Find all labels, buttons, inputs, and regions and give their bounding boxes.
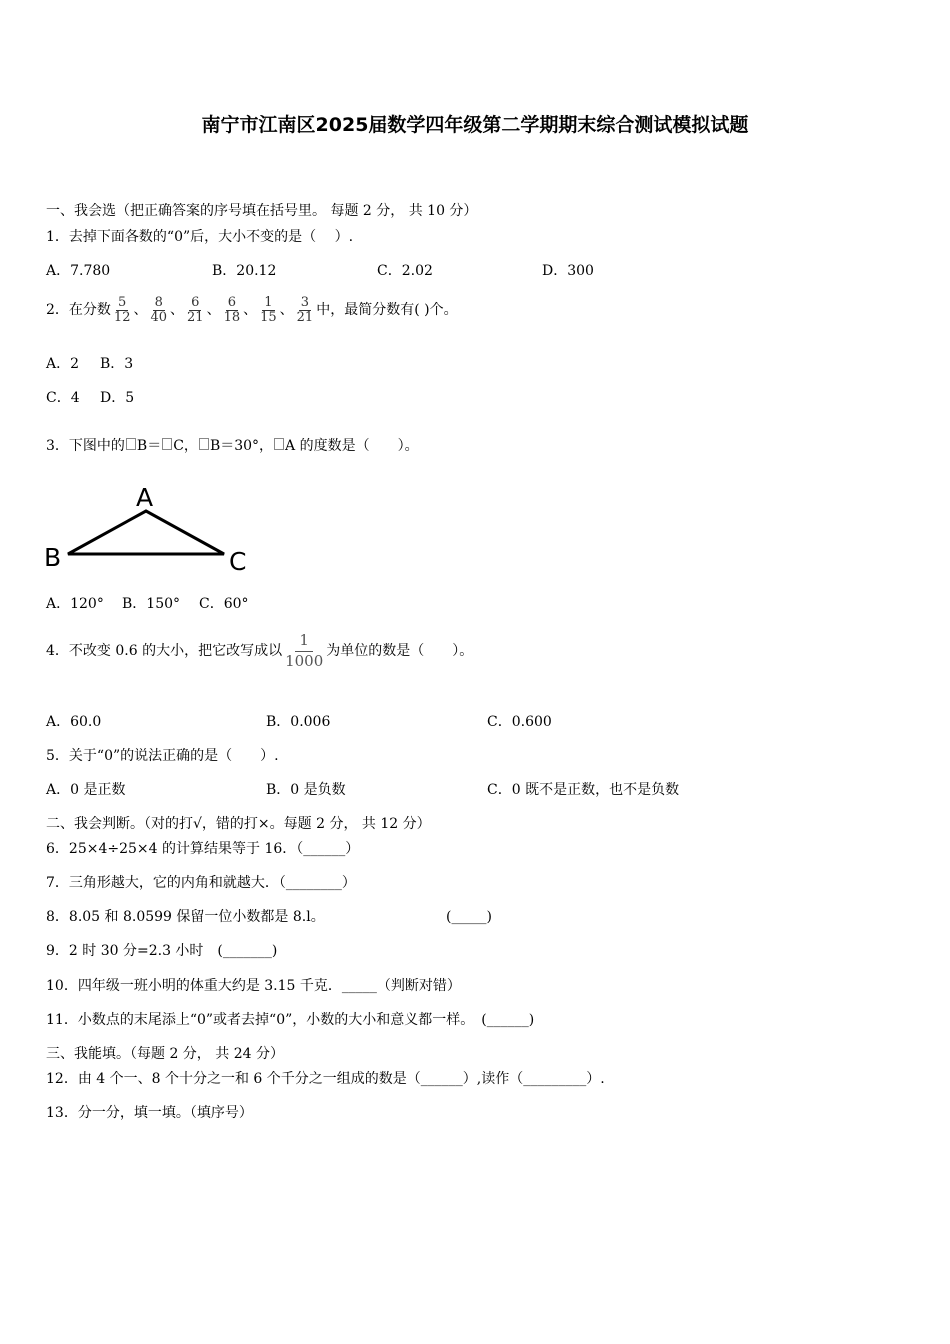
q2-separator: 、: [243, 301, 258, 318]
question-5-stem: 5．关于“0”的说法正确的是（ ）.: [46, 748, 279, 764]
vertex-label-c: C: [229, 547, 247, 576]
question-2-stem: [46, 290, 458, 330]
question-11: 11．小数点的末尾添上“0”或者去掉“0”，小数的大小和意义都一样。 (______): [46, 1012, 535, 1028]
page-title: 南宁市江南区2025届数学四年级第二学期期末综合测试模拟试题: [201, 114, 749, 136]
question-8-stem: 8．8.05 和 8.0599 保留一位小数都是 8.l。: [46, 909, 325, 925]
question-3-stem: 3．下图中的 B＝ C， B＝30°， A 的度数是（ ）。: [46, 438, 419, 454]
q1-option-c: C．2.02: [377, 263, 433, 279]
q2-fraction: $\frac{6}{18}$: [223, 294, 241, 325]
section-3-heading: 三、我能填。（每题 2 分， 共 24 分）: [46, 1046, 284, 1062]
q2-fraction: $\frac{3}{21}$: [296, 294, 314, 325]
q2-fraction: $\frac{6}{21}$: [187, 294, 204, 325]
question-13: 13．分一分，填一填。（填序号）: [46, 1105, 253, 1121]
angle-symbol-placeholder: [162, 438, 172, 450]
q2-fraction: $\frac{1}{15}$: [260, 294, 277, 325]
question-8-blank: (_____): [446, 909, 492, 925]
angle-symbol-placeholder: [126, 438, 136, 450]
angle-symbol-placeholder: [274, 438, 284, 450]
question-4-stem: 4．不改变 0.6 的大小，把它改写成以 $\frac{1}{1000}$ 为单位的数是（ ）。: [46, 630, 474, 670]
q5-option-a: A．0 是正数: [46, 782, 126, 798]
question-1-stem: 1．去掉下面各数的“0”后，大小不变的是（ ）.: [46, 229, 354, 245]
angle-symbol-placeholder: [199, 438, 209, 450]
q3-option-a: A．120°: [46, 596, 104, 612]
q2-fraction: $\frac{8}{40}$: [150, 294, 168, 325]
q4-option-a: A．60.0: [46, 714, 102, 730]
triangle-abc: [68, 511, 224, 554]
q2-separator: 、: [170, 301, 185, 318]
q5-option-c: C．0 既不是正数，也不是负数: [487, 782, 680, 798]
q2-option-a: A．2: [46, 356, 80, 372]
q4-option-c: C．0.600: [487, 714, 552, 730]
q4-fraction: $\frac{1}{1000}$: [285, 630, 324, 670]
q5-option-b: B．0 是负数: [266, 782, 346, 798]
question-6: 6．25×4÷25×4 的计算结果等于 16．（______）: [46, 841, 360, 857]
q1-option-d: D．300: [542, 263, 594, 279]
q1-option-a: A．7.780: [46, 263, 111, 279]
q2-option-d: D．5: [100, 390, 135, 406]
question-12: 12．由 4 个一、8 个十分之一和 6 个千分之一组成的数是（______）,读作（_________）.: [46, 1071, 605, 1087]
q2-fraction: $\frac{5}{12}$: [113, 294, 131, 325]
q2-separator: 、: [206, 301, 221, 318]
vertex-label-a: A: [136, 483, 154, 512]
section-1-heading: 一、我会选（把正确答案的序号填在括号里。 每题 2 分， 共 10 分）: [46, 203, 478, 219]
vertex-label-b: B: [44, 543, 62, 572]
triangle-diagram: [40, 478, 255, 578]
q2-option-b: B．3: [100, 356, 134, 372]
question-10: 10．四年级一班小明的体重大约是 3.15 千克．_____（判断对错）: [46, 978, 461, 994]
question-7: 7．三角形越大，它的内角和就越大．（________）: [46, 875, 356, 891]
q2-option-c: C．4: [46, 390, 80, 406]
q1-option-b: B．20.12: [212, 263, 277, 279]
question-9: 9．2 时 30 分=2.3 小时 (_______): [46, 943, 278, 959]
q2-separator: 、: [133, 301, 148, 318]
q3-option-b: B．150°: [122, 596, 181, 612]
q3-option-c: C．60°: [199, 596, 249, 612]
q2-prefix: 2．在分数: [46, 301, 111, 318]
q2-suffix: 中，最简分数有( )个。: [316, 301, 458, 318]
section-2-heading: 二、我会判断。（对的打√，错的打×。每题 2 分， 共 12 分）: [46, 816, 431, 832]
q2-separator: 、: [279, 301, 294, 318]
q4-option-b: B．0.006: [266, 714, 331, 730]
